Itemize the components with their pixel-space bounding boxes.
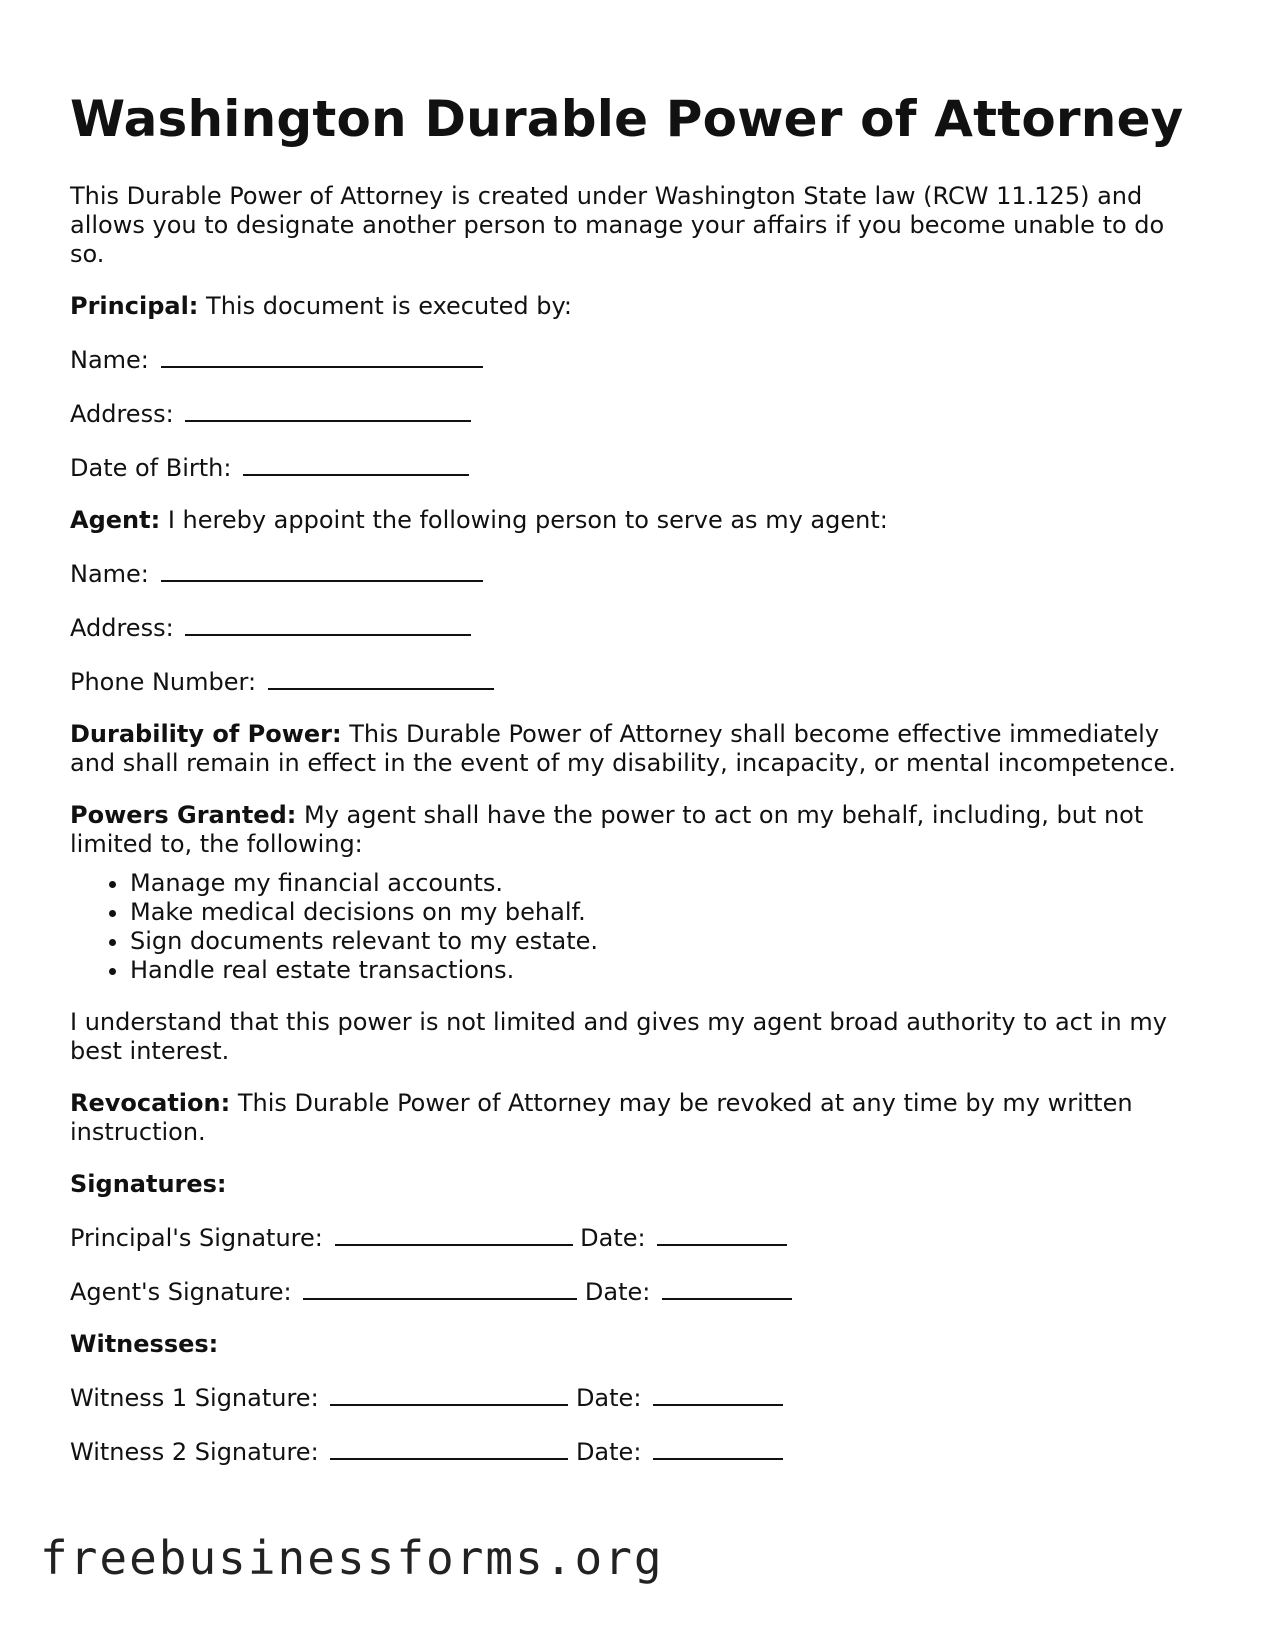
powers-text: My agent shall have the power to act on my behalf, including, but not limited to, the following: (70, 801, 1144, 858)
agent-name-blank[interactable] (161, 558, 483, 582)
agent-section (70, 506, 1200, 535)
agent-address-label: Address: (70, 614, 174, 642)
list-item: • Manage my financial accounts. (130, 869, 1200, 898)
agent-phone-label: Phone Number: (70, 668, 257, 696)
agent-name-label: Name: (70, 560, 149, 588)
agent-signature-blank[interactable] (303, 1276, 577, 1300)
principal-dob-line (70, 452, 1200, 483)
principal-name-label: Name: (70, 346, 149, 374)
principal-dob-label: Date of Birth: (70, 454, 232, 482)
revocation-text: This Durable Power of Attorney may be revoked at any time by my written instruction. (70, 1089, 1133, 1146)
document-title: Washington Durable Power of Attorney (70, 90, 1184, 148)
agent-phone-line (70, 666, 1200, 697)
agent-signature-label: Agent's Signature: (70, 1278, 292, 1306)
principal-signature-label: Principal's Signature: (70, 1224, 323, 1252)
principal-name-line (70, 344, 1200, 375)
powers-list (70, 869, 1200, 985)
principal-name-blank[interactable] (161, 344, 483, 368)
witness1-signature-line (70, 1382, 1200, 1413)
agent-label: Agent: (70, 506, 161, 534)
principal-date-blank[interactable] (657, 1222, 787, 1246)
principal-signature-blank[interactable] (335, 1222, 573, 1246)
witness2-date-blank[interactable] (653, 1436, 783, 1460)
principal-section (70, 292, 1200, 321)
agent-phone-blank[interactable] (268, 666, 494, 690)
durability-label: Durability of Power: (70, 720, 342, 748)
durability-section (70, 720, 1200, 778)
principal-signature-line (70, 1222, 1200, 1253)
principal-text: This document is executed by: (206, 292, 573, 320)
witness2-signature-blank[interactable] (330, 1436, 568, 1460)
principal-address-line (70, 398, 1200, 429)
agent-signature-line (70, 1276, 1200, 1307)
signatures-heading: Signatures: (70, 1170, 227, 1198)
powers-section (70, 801, 1200, 859)
durability-text: This Durable Power of Attorney shall become effective immediately and shall remain in effect in the event of my disability, incapacity, or mental incompetence. (70, 720, 1176, 777)
witness2-signature-label: Witness 2 Signature: (70, 1438, 319, 1466)
list-item: • Sign documents relevant to my estate. (130, 927, 1200, 956)
principal-address-label: Address: (70, 400, 174, 428)
principal-dob-blank[interactable] (243, 452, 469, 476)
agent-text: I hereby appoint the following person to serve as my agent: (167, 506, 888, 534)
revocation-label: Revocation: (70, 1089, 231, 1117)
list-item: • Make medical decisions on my behalf. (130, 898, 1200, 927)
understand-paragraph: I understand that this power is not limited and gives my agent broad authority to act in my best interest. (70, 1008, 1167, 1065)
witness1-signature-blank[interactable] (330, 1382, 568, 1406)
watermark: freebusinessforms.org (40, 1531, 664, 1585)
agent-address-blank[interactable] (185, 612, 471, 636)
intro-paragraph: This Durable Power of Attorney is created under Washington State law (RCW 11.125) and allows you to designate another person to manage your affairs if you become unable to do so. (70, 182, 1165, 268)
principal-address-blank[interactable] (185, 398, 471, 422)
powers-label: Powers Granted: (70, 801, 297, 829)
agent-name-line (70, 558, 1200, 589)
witness2-date-label: Date: (575, 1438, 642, 1466)
document-page (70, 88, 1200, 1490)
revocation-section (70, 1089, 1200, 1147)
witness1-date-label: Date: (575, 1384, 642, 1412)
agent-address-line (70, 612, 1200, 643)
witness1-signature-label: Witness 1 Signature: (70, 1384, 319, 1412)
witness1-date-blank[interactable] (653, 1382, 783, 1406)
agent-date-label: Date: (584, 1278, 651, 1306)
agent-date-blank[interactable] (662, 1276, 792, 1300)
principal-label: Principal: (70, 292, 199, 320)
witness2-signature-line (70, 1436, 1200, 1467)
principal-date-label: Date: (580, 1224, 646, 1252)
witnesses-heading: Witnesses: (70, 1330, 219, 1358)
list-item: • Handle real estate transactions. (130, 956, 1200, 985)
